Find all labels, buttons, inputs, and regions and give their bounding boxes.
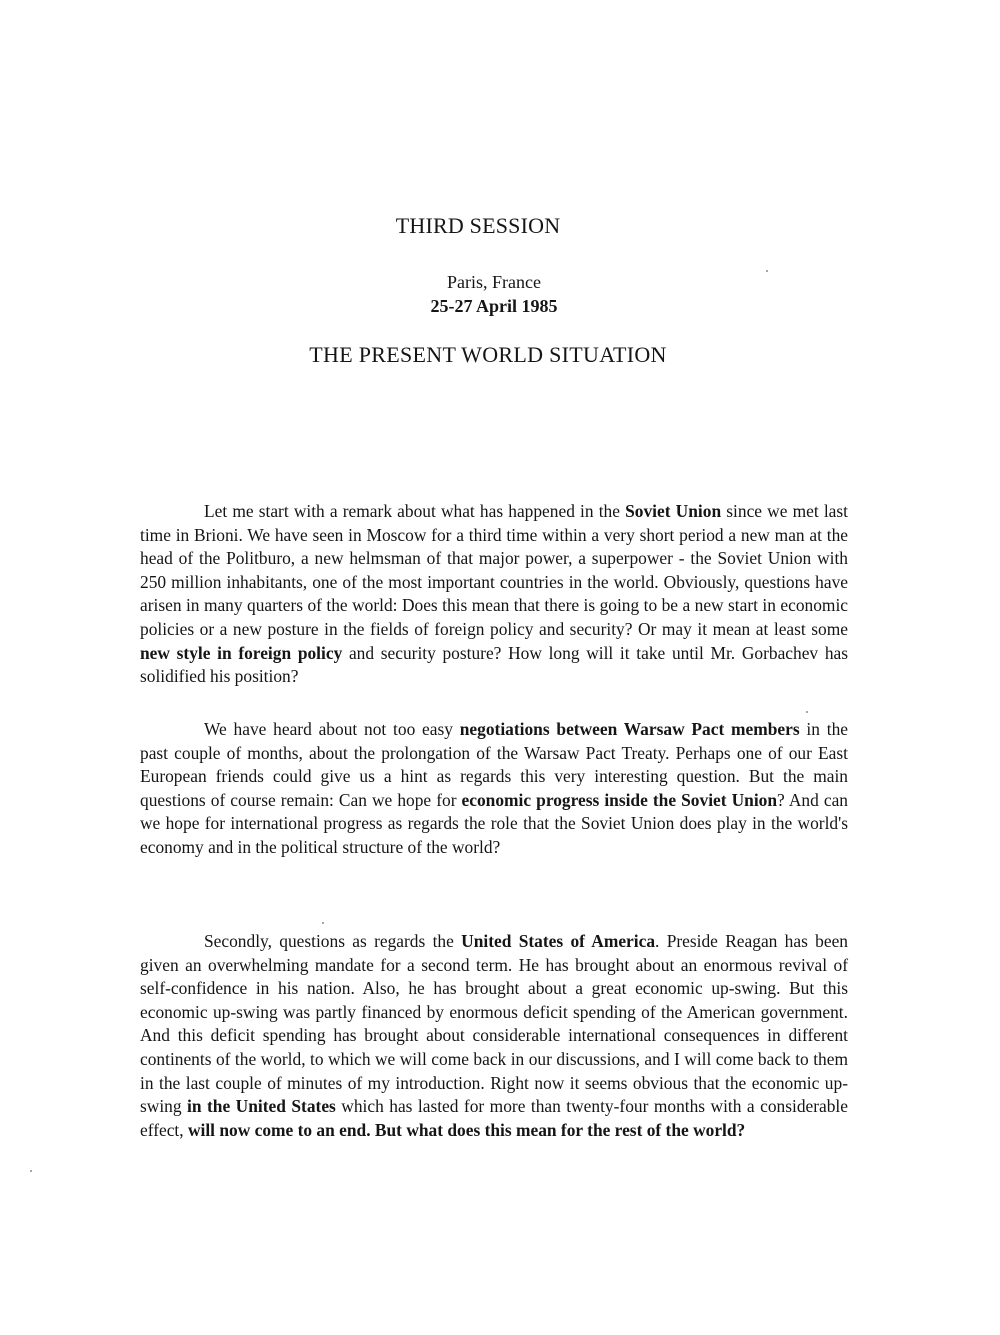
scan-speck	[806, 711, 808, 713]
paragraph-warsaw-pact	[140, 718, 848, 860]
emphasized-text: United States of America	[461, 931, 656, 951]
text-run: . Preside Reagan has been given an overwhelming mandate for a second term. He has brought about an enormous revival of self-confidence in his nation. Also, he has brought about a great economic up-swing. But this economic up-swing was partly financed by enormous deficit spending of the American government. And this deficit spending has brought about considerable international consequences in different continents of the world, to which we will come back in our discussions, and I will come back to them in the last couple of minutes of my introduction. Right now it seems obvious that the economic up-swing	[140, 931, 848, 1117]
scan-speck	[322, 922, 324, 924]
paragraph-united-states	[140, 930, 848, 1142]
emphasized-text: economic progress inside the Soviet Union	[461, 789, 778, 810]
emphasized-text: new style in foreign policy	[140, 642, 343, 663]
emphasized-text: Soviet Union	[625, 501, 722, 521]
session-heading: THIRD SESSION	[395, 213, 561, 238]
emphasized-text: negotiations between Warsaw Pact members	[459, 719, 800, 739]
text-run: and security posture? How long will it take until Mr. Gorbachev has solidified his position?	[140, 642, 848, 687]
emphasized-text: in the United States	[187, 1096, 336, 1117]
text-run: which has lasted for more than twenty-four months with a considerable effect,	[140, 1096, 848, 1140]
text-run: in the past couple of months, about the prolongation of the Warsaw Pact Treaty. Perhaps one of our East European friends could give us a hint as regards this very interesting question. But the main questions of course remain: Can we hope for	[140, 719, 848, 810]
scan-speck	[30, 1170, 32, 1172]
emphasized-text: will now come to an end. But what does this mean for the rest of the world?	[187, 1119, 746, 1140]
location-line: Paris, France	[447, 272, 541, 292]
text-run: Secondly, questions as regards the	[204, 931, 462, 951]
text-run: We have heard about not too easy	[204, 719, 460, 739]
document-title: THE PRESENT WORLD SITUATION	[309, 342, 667, 367]
date-line: 25-27 April 1985	[430, 296, 558, 316]
text-run: since we met last time in Brioni. We have seen in Moscow for a third time within a very short period a new man at the head of the Politburo, a new helmsman of that major power, a superpower - the Soviet Union with 250 million inhabitants, one of the most important countries in the world. Obviously, questions have arisen in many quarters of the world: Does this mean that there is going to be a new start in economic policies or a new posture in the fields of foreign policy and security? Or may it mean at least some	[140, 501, 848, 639]
text-run: Let me start with a remark about what has happened in the	[204, 501, 626, 521]
paragraph-soviet-union	[140, 500, 848, 689]
text-run: ? And can we hope for international progress as regards the role that the Soviet Union does play in the world's economy and in the political structure of the world?	[140, 789, 848, 857]
scan-speck	[766, 270, 768, 272]
